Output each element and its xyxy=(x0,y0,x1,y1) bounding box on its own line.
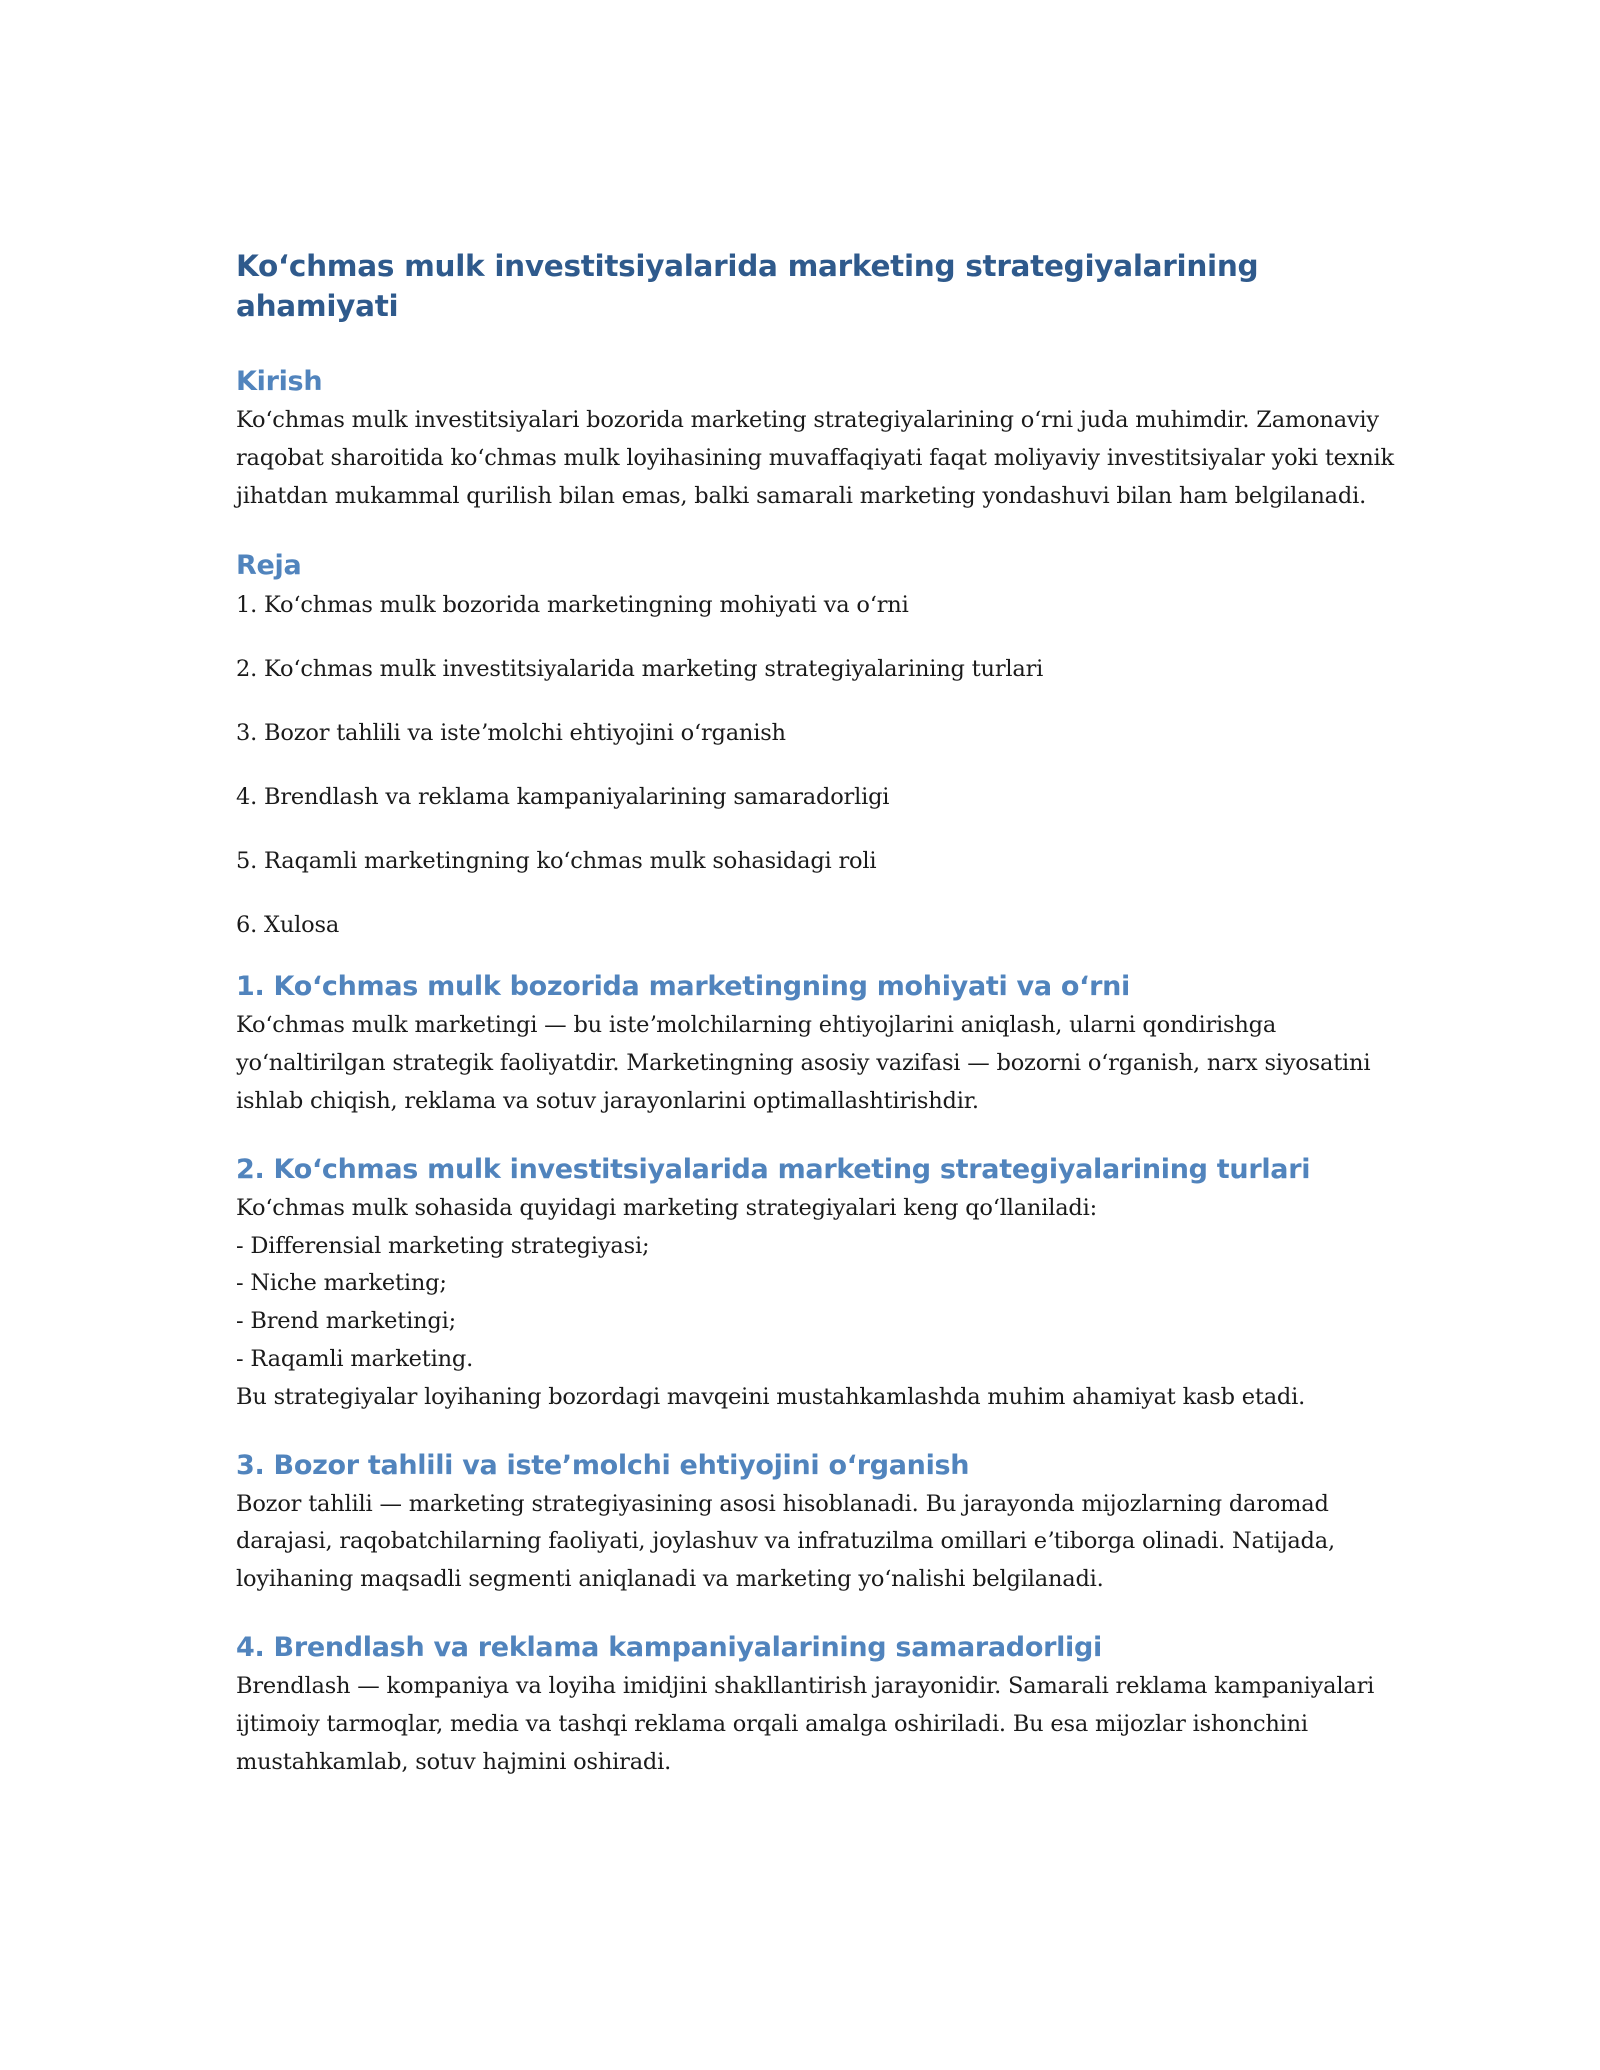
section-3 xyxy=(236,1446,1416,1599)
section-1-heading: 1. Koʻchmas mulk bozorida marketingning mohiyati va oʻrni xyxy=(236,971,1130,1003)
plan-item: 1. Koʻchmas mulk bozorida marketingning mohiyati va oʻrni xyxy=(236,592,909,619)
plan-list xyxy=(236,586,1416,944)
document-page xyxy=(236,246,1416,1781)
intro-section xyxy=(236,362,1416,515)
section-2-lead: Koʻchmas mulk sohasida quyidagi marketing strategiyalari keng qoʻllaniladi: xyxy=(236,1194,1098,1221)
document-title: Koʻchmas mulk investitsiyalarida marketing strategiyalarining ahamiyati xyxy=(236,249,1259,323)
section-2-heading: 2. Koʻchmas mulk investitsiyalarida marketing strategiyalarining turlari xyxy=(236,1153,1311,1185)
section-1-text: Koʻchmas mulk marketingi — bu isteʼmolchilarning ehtiyojlarini aniqlash, ularni qondirishga yoʻnaltirilgan strategik faoliyatdir. Marketingning asosiy vazifasi — bozorni oʻrganish, narx siyosatini ishlab chiqish, reklama va sotuv jarayonlarini optimallashtirishdir. xyxy=(236,1012,1371,1114)
plan-item: 6. Xulosa xyxy=(236,912,340,939)
section-2-bullet: - Niche marketing; xyxy=(236,1270,447,1297)
plan-item: 3. Bozor tahlili va isteʼmolchi ehtiyojini oʻrganish xyxy=(236,720,786,747)
section-3-text: Bozor tahlili — marketing strategiyasining asosi hisoblanadi. Bu jarayonda mijozlarning daromad darajasi, raqobatchilarning faoliyati, joylashuv va infratuzilma omillari eʼtiborga olinadi. Natijada, loyihaning maqsadli segmenti aniqlanadi va marketing yoʻnalishi belgilanadi. xyxy=(236,1490,1335,1593)
section-4-text: Brendlash — kompaniya va loyiha imidjini shakllantirish jarayonidir. Samarali reklama kampaniyalari ijtimoiy tarmoqlar, media va tashqi reklama orqali amalga oshiriladi. Bu esa mijozlar ishonchini mustahkamlab, sotuv hajmini oshiradi. xyxy=(236,1672,1375,1775)
section-2-bullet: - Differensial marketing strategiyasi; xyxy=(236,1232,650,1259)
plan-heading: Reja xyxy=(236,550,302,582)
section-2-bullet: - Brend marketingi; xyxy=(236,1308,456,1335)
section-2-bullet: - Raqamli marketing. xyxy=(236,1345,474,1372)
plan-item: 2. Koʻchmas mulk investitsiyalarida marketing strategiyalarining turlari xyxy=(236,656,1044,683)
intro-text: Koʻchmas mulk investitsiyalari bozorida marketing strategiyalarining oʻrni juda muhimdir. Zamonaviy raqobat sharoitida koʻchmas mulk loyihasining muvaffaqiyati faqat moliyaviy investitsiyalar yoki texnik jihatdan mukammal qurilish bilan emas, balki samarali marketing yondashuvi bilan ham belgilanadi. xyxy=(236,407,1394,509)
section-1 xyxy=(236,967,1416,1120)
section-2 xyxy=(236,1150,1416,1417)
section-4 xyxy=(236,1628,1416,1781)
section-3-heading: 3. Bozor tahlili va isteʼmolchi ehtiyojini oʻrganish xyxy=(236,1449,970,1481)
section-4-heading: 4. Brendlash va reklama kampaniyalarining samaradorligi xyxy=(236,1631,1102,1663)
plan-item: 5. Raqamli marketingning koʻchmas mulk sohasidagi roli xyxy=(236,848,877,875)
plan-item: 4. Brendlash va reklama kampaniyalarining samaradorligi xyxy=(236,784,890,811)
plan-section xyxy=(236,546,1416,944)
section-2-closing: Bu strategiyalar loyihaning bozordagi mavqeini mustahkamlashda muhim ahamiyat kasb etadi. xyxy=(236,1383,1306,1410)
intro-heading: Kirish xyxy=(236,366,323,397)
